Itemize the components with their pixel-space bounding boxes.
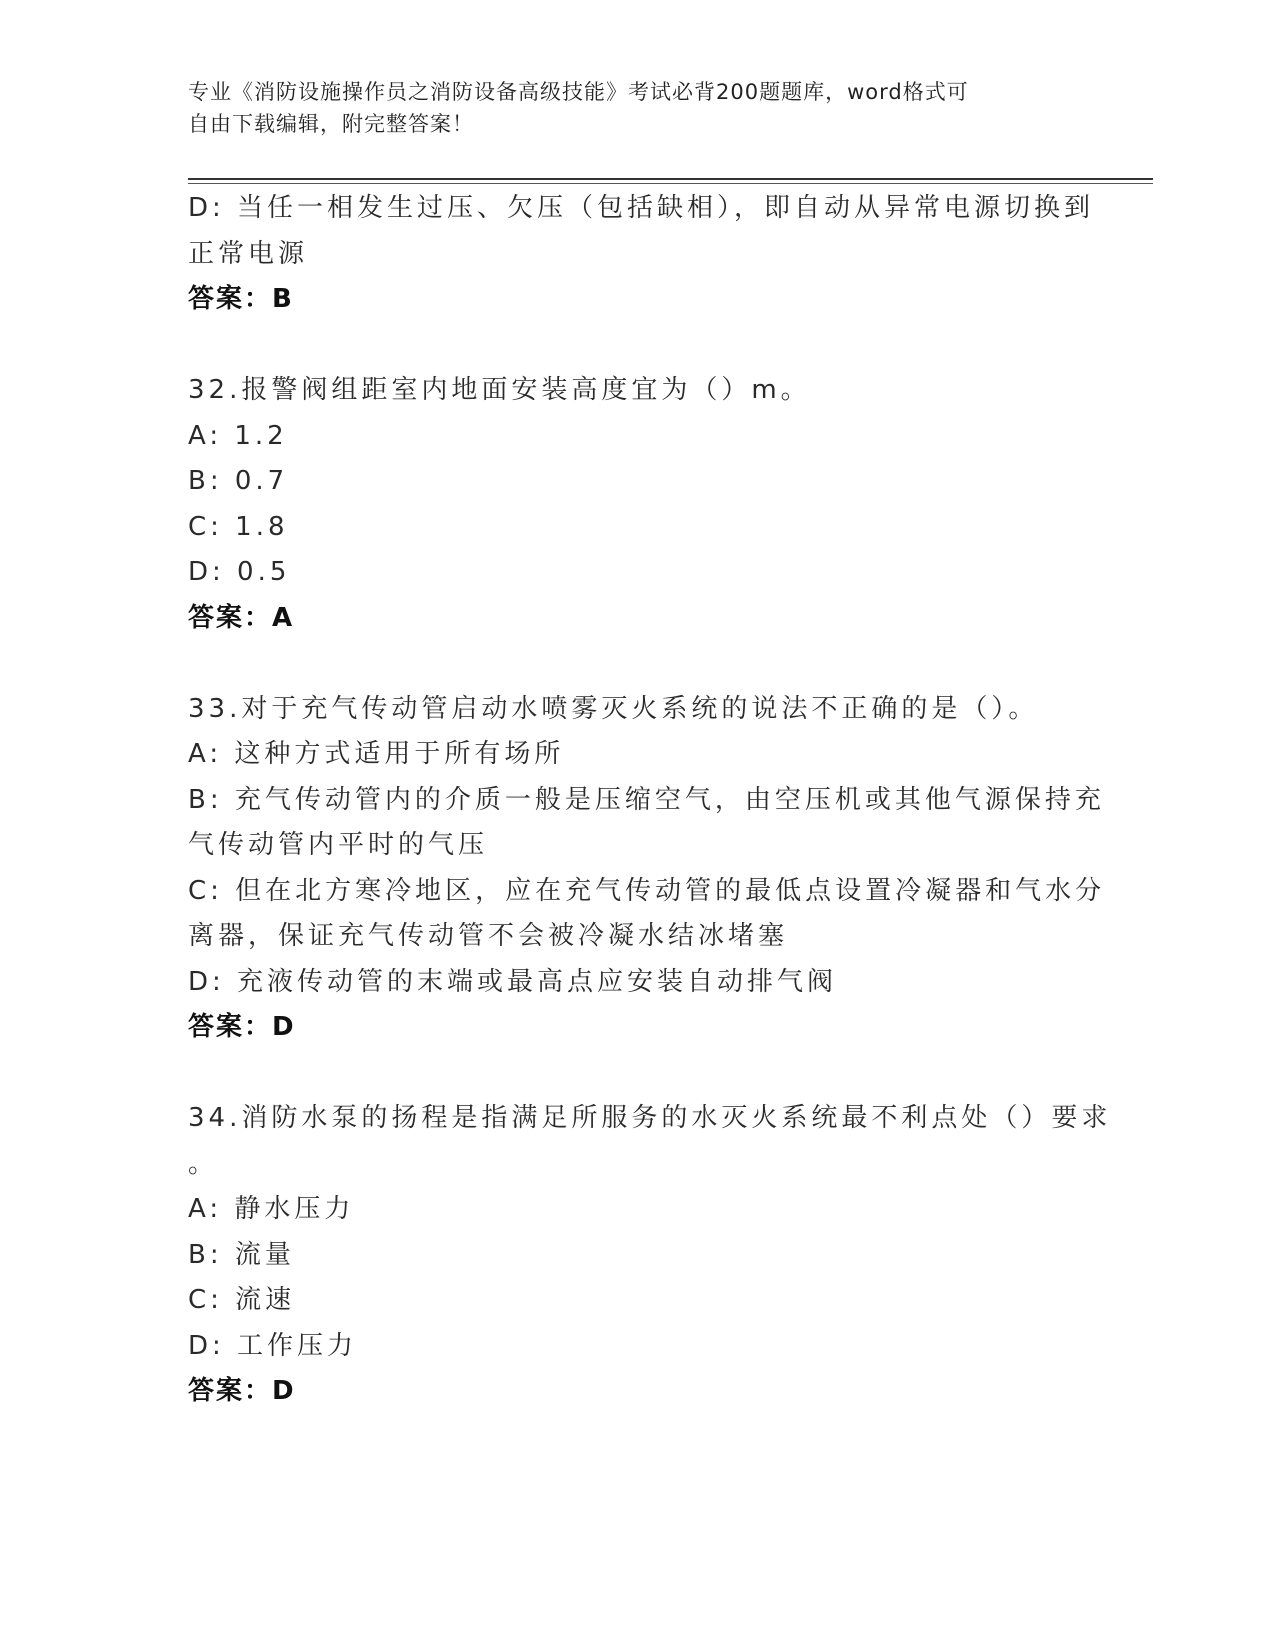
question-stem-line-2: 。 bbox=[188, 1148, 219, 1179]
question-32 bbox=[188, 368, 1088, 641]
document-body bbox=[188, 186, 1112, 1415]
document-header bbox=[188, 76, 1068, 140]
answer: 答案：D bbox=[188, 1012, 296, 1042]
option-c-line-2: 离器，保证充气传动管不会被冷凝水结冰堵塞 bbox=[188, 921, 789, 951]
answer: 答案：A bbox=[188, 602, 295, 633]
option-d: D: 工作压力 bbox=[188, 1330, 358, 1361]
option-b: B: 0.7 bbox=[188, 466, 289, 496]
spacer bbox=[188, 323, 1088, 369]
question-stem-line-1: 34.消防水泵的扬程是指满足所服务的水灭火系统最不利点处（）要求 bbox=[188, 1103, 1112, 1133]
option-a: A: 这种方式适用于所有场所 bbox=[188, 739, 565, 769]
option-b-line-2: 气传动管内平时的气压 bbox=[188, 830, 489, 860]
option-b-line-1: B: 充气传动管内的介质一般是压缩空气，由空压机或其他气源保持充 bbox=[188, 784, 1105, 815]
header-divider-thick bbox=[188, 178, 1153, 180]
answer: 答案：D bbox=[188, 1376, 296, 1406]
option-c-line-1: C: 但在北方寒冷地区，应在充气传动管的最低点设置冷凝器和气水分 bbox=[188, 875, 1106, 906]
question-34 bbox=[188, 1096, 1112, 1415]
option-a: A: 静水压力 bbox=[188, 1194, 355, 1224]
previous-question-tail bbox=[188, 186, 1095, 323]
answer: 答案：B bbox=[188, 284, 294, 314]
header-line-1: 专业《消防设施操作员之消防设备高级技能》考试必背200题题库，word格式可 bbox=[188, 80, 969, 104]
option-a: A: 1.2 bbox=[188, 420, 288, 451]
header-line-2: 自由下载编辑，附完整答案！ bbox=[188, 112, 474, 136]
option-c: C: 流速 bbox=[188, 1285, 296, 1315]
spacer bbox=[188, 1051, 1088, 1097]
option-d: D: 0.5 bbox=[188, 557, 291, 587]
header-divider-thin bbox=[188, 183, 1153, 184]
spacer bbox=[188, 641, 1088, 687]
question-stem: 33.对于充气传动管启动水喷雾灭火系统的说法不正确的是（）。 bbox=[188, 693, 1039, 724]
question-33 bbox=[188, 687, 1106, 1051]
option-c: C: 1.8 bbox=[188, 511, 289, 542]
option-d-line-2: 正常电源 bbox=[188, 238, 309, 269]
question-stem: 32.报警阀组距室内地面安装高度宜为（）m。 bbox=[188, 375, 811, 405]
option-b: B: 流量 bbox=[188, 1239, 295, 1270]
option-d: D: 充液传动管的末端或最高点应安装自动排气阀 bbox=[188, 966, 838, 997]
option-d-line-1: D: 当任一相发生过压、欠压（包括缺相），即自动从异常电源切换到 bbox=[188, 193, 1095, 223]
